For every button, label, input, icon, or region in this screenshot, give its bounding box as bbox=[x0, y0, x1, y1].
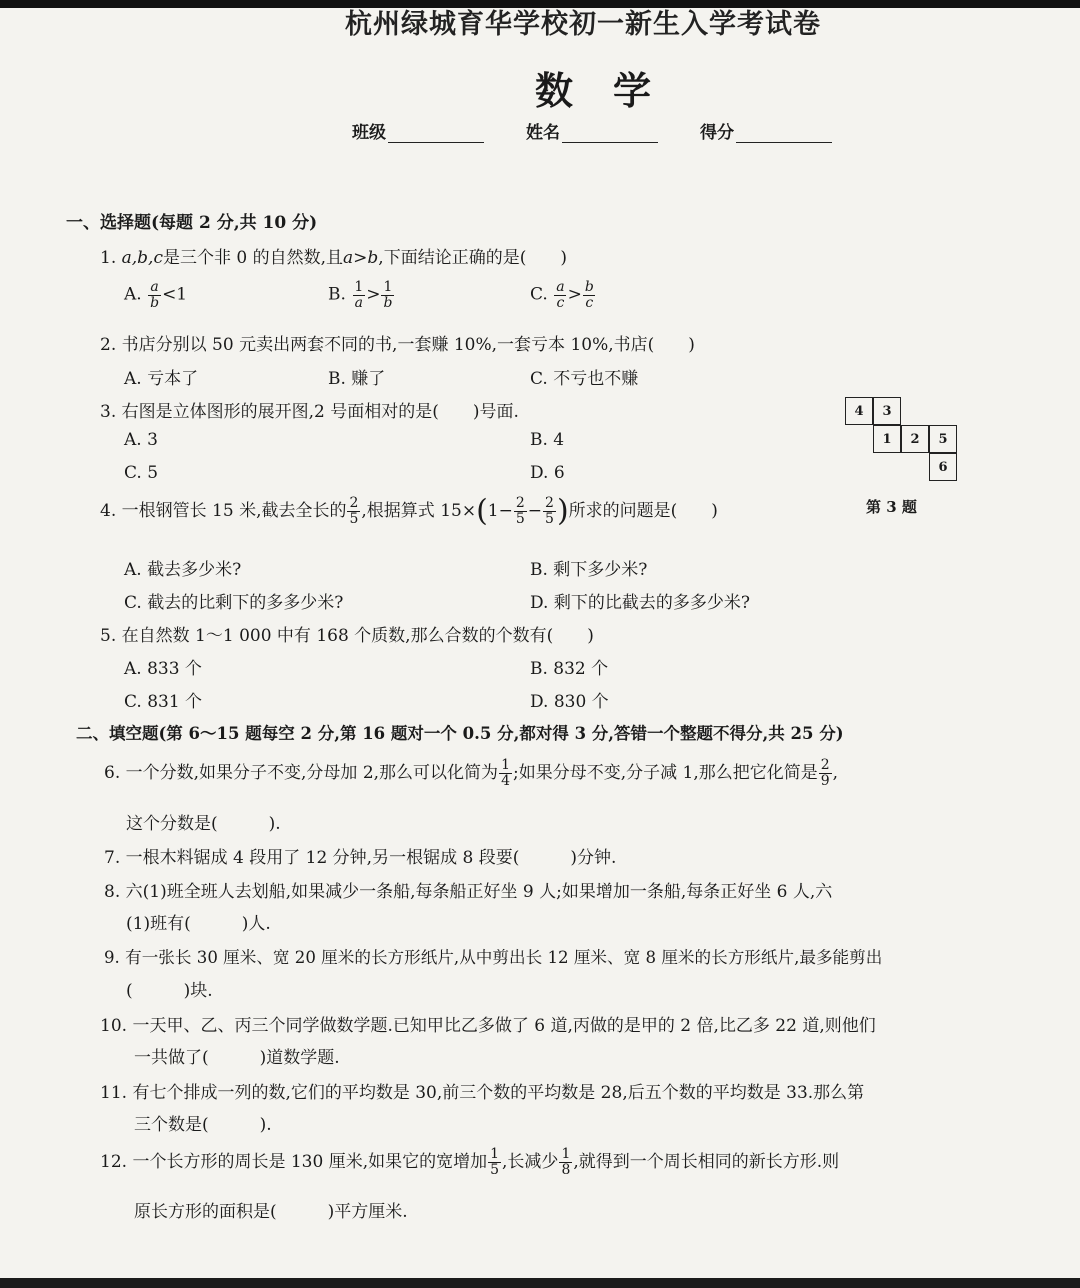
q9-line-2: ( )块. bbox=[126, 981, 213, 1001]
q4-expr-minus: − bbox=[527, 501, 543, 521]
q1-a-label: A. bbox=[124, 284, 142, 305]
q6-line-2: 这个分数是( ). bbox=[126, 814, 281, 834]
q12-f2-num: 1 bbox=[561, 1146, 571, 1163]
q6-stem-start: 6. 一个分数,如果分子不变,分母加 2,那么可以化简为 bbox=[104, 763, 499, 783]
question-9: 9. 有一张长 30 厘米、宽 20 厘米的长方形纸片,从中剪出长 12 厘米、宽 8 厘米的长方形纸片,最多能剪出 bbox=[104, 948, 883, 967]
q1-a-num: a bbox=[150, 279, 159, 295]
q1-a-rest: <1 bbox=[162, 284, 188, 305]
q3-option-a: A. 3 bbox=[124, 430, 158, 450]
section-2-title: 二、填空题(第 6～15 题每空 2 分,第 16 题对一个 0.5 分,都对得 3 分,答错一个整题不得分,共 25 分) bbox=[76, 724, 844, 743]
q4-stem-end: 所求的问题是( ) bbox=[568, 501, 718, 521]
q4-option-c: C. 截去的比剩下的多多少米? bbox=[124, 593, 344, 613]
q6-f2-num: 2 bbox=[820, 757, 830, 774]
name-field bbox=[526, 118, 658, 143]
question-10: 10. 一天甲、乙、丙三个同学做数学题.已知甲比乙多做了 6 道,丙做的是甲的 2 倍,比乙多 22 道,则他们 bbox=[100, 1016, 876, 1036]
q12-fraction-2 bbox=[559, 1147, 572, 1177]
q1-b-fraction-2 bbox=[381, 280, 394, 310]
question-5: 5. 在自然数 1～1 000 中有 168 个质数,那么合数的个数有( ) bbox=[100, 626, 594, 646]
q3-option-b: B. 4 bbox=[530, 430, 565, 450]
scan-bottom-edge bbox=[0, 1278, 1080, 1288]
q1-c-fraction-2 bbox=[583, 280, 596, 310]
question-3: 3. 右图是立体图形的展开图,2 号面相对的是( )号面. bbox=[100, 402, 519, 422]
q4-option-d: D. 剩下的比截去的多多少米? bbox=[530, 593, 750, 613]
q4-expr-fraction-1 bbox=[514, 496, 527, 526]
score-label: 得分 bbox=[700, 123, 734, 143]
q1-condition: a>b bbox=[343, 248, 379, 268]
class-field bbox=[352, 118, 484, 143]
q1-b-compare: > bbox=[366, 284, 381, 305]
q1-stem-end: ,下面结论正确的是( ) bbox=[378, 248, 567, 268]
q4-e-num2: 2 bbox=[545, 495, 554, 512]
score-blank bbox=[736, 126, 832, 143]
q4-paren-close: ) bbox=[556, 493, 569, 529]
q4-f-den: 5 bbox=[349, 511, 359, 527]
q2-option-c: C. 不亏也不赚 bbox=[530, 369, 639, 389]
q12-f1-num: 1 bbox=[490, 1146, 500, 1163]
net-face: 3 bbox=[873, 397, 901, 425]
q12-f1-den: 5 bbox=[490, 1162, 500, 1178]
q11-line-2: 三个数是( ). bbox=[134, 1115, 272, 1135]
q1-b-num2: 1 bbox=[383, 279, 393, 295]
q4-f-num: 2 bbox=[349, 495, 359, 512]
q12-stem-end: ,就得到一个周长相同的新长方形.则 bbox=[573, 1152, 840, 1172]
q1-c-den2: c bbox=[585, 294, 594, 311]
q1-c-compare: > bbox=[567, 284, 582, 305]
q6-f1-num: 1 bbox=[501, 757, 510, 774]
score-field bbox=[700, 118, 832, 143]
q3-option-c: C. 5 bbox=[124, 463, 159, 483]
q6-stem-end: , bbox=[832, 763, 839, 783]
net-face: 2 bbox=[901, 425, 929, 453]
q1-vars: a,b,c bbox=[121, 248, 163, 268]
q6-f2-den: 9 bbox=[820, 773, 830, 789]
q4-expr-one: 1− bbox=[487, 501, 513, 521]
net-face: 4 bbox=[845, 397, 873, 425]
q6-stem-mid: ;如果分母不变,分子减 1,那么把它化简是 bbox=[512, 763, 818, 783]
q5-option-b: B. 832 个 bbox=[530, 659, 609, 679]
q1-option-b bbox=[328, 280, 395, 310]
school-title: 杭州绿城育华学校初一新生入学考试卷 bbox=[345, 9, 821, 40]
q1-c-fraction-1 bbox=[554, 280, 566, 310]
q6-fraction-1 bbox=[499, 758, 512, 788]
q1-option-a bbox=[124, 280, 187, 310]
q4-e-num1: 2 bbox=[515, 495, 525, 512]
q1-number: 1. bbox=[100, 248, 117, 268]
q5-option-d: D. 830 个 bbox=[530, 692, 609, 712]
q1-c-den1: c bbox=[556, 294, 565, 311]
q8-line-2: (1)班有( )人. bbox=[126, 914, 271, 934]
q1-stem-mid: 是三个非 0 的自然数,且 bbox=[163, 248, 344, 268]
q1-b-label: B. bbox=[328, 284, 346, 305]
section-1-title: 一、选择题(每题 2 分,共 10 分) bbox=[66, 213, 318, 233]
question-8: 8. 六(1)班全班人去划船,如果减少一条船,每条船正好坐 9 人;如果增加一条船,每条正好坐 6 人,六 bbox=[104, 882, 833, 902]
q2-option-b: B. 赚了 bbox=[328, 369, 386, 389]
q12-line-2: 原长方形的面积是( )平方厘米. bbox=[134, 1202, 408, 1222]
q6-fraction-2 bbox=[819, 758, 832, 788]
q1-a-den: b bbox=[150, 294, 160, 311]
q4-fraction bbox=[347, 496, 360, 526]
q4-e-den2: 5 bbox=[545, 511, 554, 527]
question-2: 2. 书店分别以 50 元卖出两套不同的书,一套赚 10%,一套亏本 10%,书店( ) bbox=[100, 335, 695, 355]
class-label: 班级 bbox=[352, 123, 386, 143]
subject-title: 数学 bbox=[535, 68, 692, 113]
net-face: 6 bbox=[929, 453, 957, 481]
q1-option-c bbox=[530, 280, 597, 310]
q12-fraction-1 bbox=[488, 1147, 501, 1177]
question-12 bbox=[100, 1147, 839, 1178]
q4-stem-start: 4. 一根钢管长 15 米,截去全长的 bbox=[100, 501, 347, 521]
q5-option-c: C. 831 个 bbox=[124, 692, 203, 712]
question-7: 7. 一根木料锯成 4 段用了 12 分钟,另一根锯成 8 段要( )分钟. bbox=[104, 848, 617, 868]
question-11: 11. 有七个排成一列的数,它们的平均数是 30,前三个数的平均数是 28,后五个数的平均数是 33.那么第 bbox=[100, 1083, 865, 1103]
q10-line-2: 一共做了( )道数学题. bbox=[134, 1048, 340, 1068]
q12-stem-start: 12. 一个长方形的周长是 130 厘米,如果它的宽增加 bbox=[100, 1152, 488, 1172]
q1-b-fraction-1 bbox=[352, 280, 365, 310]
net-face: 5 bbox=[929, 425, 957, 453]
q3-option-d: D. 6 bbox=[530, 463, 565, 483]
q1-b-den2: b bbox=[383, 294, 393, 311]
q4-paren-open: ( bbox=[476, 493, 488, 529]
q1-c-num1: a bbox=[556, 279, 565, 295]
question-4 bbox=[100, 493, 718, 529]
q4-expr-fraction-2 bbox=[543, 496, 556, 526]
q4-option-a: A. 截去多少米? bbox=[124, 560, 242, 580]
class-blank bbox=[388, 126, 484, 143]
net-face: 1 bbox=[873, 425, 901, 453]
question-1 bbox=[100, 243, 567, 268]
q1-b-den1: a bbox=[354, 294, 363, 311]
name-blank bbox=[562, 126, 658, 143]
q1-b-num1: 1 bbox=[354, 279, 364, 295]
q1-a-fraction bbox=[148, 280, 161, 310]
q6-f1-den: 4 bbox=[501, 773, 510, 789]
q1-c-label: C. bbox=[530, 284, 548, 305]
q4-option-b: B. 剩下多少米? bbox=[530, 560, 648, 580]
q5-option-a: A. 833 个 bbox=[124, 659, 202, 679]
q12-stem-mid: ,长减少 bbox=[502, 1152, 559, 1172]
q4-e-den1: 5 bbox=[515, 511, 525, 527]
q4-stem-mid: ,根据算式 15× bbox=[361, 501, 477, 521]
q2-option-a: A. 亏本了 bbox=[124, 369, 199, 389]
figure-caption: 第 3 题 bbox=[866, 498, 917, 516]
question-6 bbox=[104, 758, 838, 789]
q12-f2-den: 8 bbox=[561, 1162, 571, 1178]
name-label: 姓名 bbox=[526, 123, 560, 143]
q1-c-num2: b bbox=[584, 279, 594, 295]
